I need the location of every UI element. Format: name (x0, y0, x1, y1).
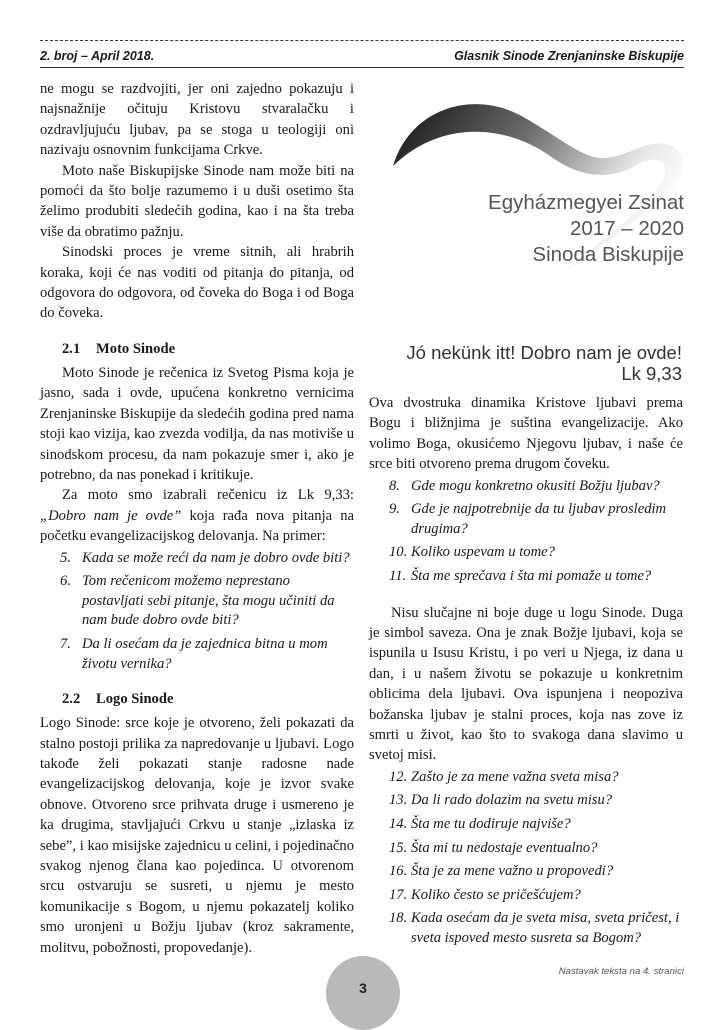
question-number: 18. (389, 910, 408, 927)
question-number: 17. (389, 886, 408, 903)
paragraph: Ova dvostruka dinamika Kristove ljubavi prema Bogu i bližnjima je suština evangelizacije. Ako volimo Boga, okusićemo Njegovu ljubav, i naše će srce biti otvoreno prema drugom čoveku. (369, 395, 683, 473)
question-text: Šta me tu dodiruje najviše? (411, 816, 571, 833)
section-number: 2.2 (62, 691, 81, 708)
question-item (369, 909, 683, 948)
left-column (40, 79, 354, 958)
paragraph: ne mogu se razdvojiti, jer oni zajedno pokazuju i najsnažnije očituju Kristovu stvaralačku i ozdravljujuću ljubav, pa se stoga u teologiji oni nazivaju osnovnim funkcijama Crkve. (40, 81, 354, 159)
question-number: 11. (389, 568, 407, 584)
question-list (369, 477, 683, 587)
question-text: Šta je za mene važno u propovedi? (411, 863, 614, 880)
question-number: 12. (389, 768, 408, 785)
logo-line: Sinoda Biskupije (532, 243, 684, 266)
paragraph: Moto Sinode je rečenica iz Svetog Pisma koja je jasno, sada i ovde, upućena konkretno vernicima Zrenjaninske Biskupije da sledećih godina pred nama stoji kao vizija, kao zvezda vodilja, da nas motiviše u sinodskom procesu, da nam pokazuje smer i, ako je potrebno, da nas ponekad i kritikuje. (40, 364, 354, 483)
logo-line: 2017 – 2020 (569, 217, 684, 240)
question-item (369, 886, 683, 906)
question-text: Šta mi tu nedostaje eventualno? (411, 839, 598, 856)
right-column (369, 393, 683, 953)
question-text: Koliko često se pričešćujem? (411, 886, 581, 903)
question-item (369, 500, 683, 539)
paragraph (40, 485, 354, 546)
question-item (369, 862, 683, 882)
question-number: 7. (60, 635, 71, 652)
section-title: Logo Sinode (96, 691, 174, 708)
question-item (40, 635, 354, 674)
question-text: Koliko uspevam u tome? (411, 544, 555, 561)
question-item (369, 815, 683, 835)
continuation-note: Nastavak teksta na 4. stranici (558, 966, 684, 977)
logo-caption (488, 190, 684, 268)
question-item (369, 543, 683, 563)
question-number: 9. (389, 501, 400, 518)
section-title: Moto Sinode (96, 340, 176, 357)
question-text: Gde mogu konkretno okusiti Božju ljubav? (411, 477, 660, 494)
question-item (369, 477, 683, 497)
question-list (40, 549, 354, 675)
header-rule (40, 67, 684, 68)
motto-reference: Lk 9,33 (621, 363, 682, 384)
motto-quote: „Dobro nam je ovde” (40, 507, 182, 524)
question-text: Da li osećam da je zajednica bitna u mom životu vernika? (82, 635, 328, 672)
synod-motto (406, 342, 682, 384)
question-item (40, 549, 354, 569)
section-heading-logo (40, 689, 354, 709)
question-item (369, 768, 683, 788)
question-number: 16. (389, 863, 408, 880)
logo-line: Egyházmegyei Zsinat (488, 191, 684, 214)
section-number: 2.1 (62, 340, 81, 357)
question-number: 6. (60, 573, 71, 590)
question-text: Tom rečenicom možemo neprestano postavljati sebi pitanje, šta mogu učiniti da nam bude dobro ovde biti? (82, 573, 335, 629)
question-number: 8. (389, 477, 400, 494)
question-number: 10. (389, 544, 408, 561)
paragraph: Logo Sinode: srce koje je otvoreno, želi pokazati da stalno postoji prilika za napredovanje u ljubavi. Logo takođe želi pokazati stanje radosne nade evangelizacijskog delovanja, koje je izvor svake obnove. Otvoreno srce prihvata druge i usmereno je ka drugima, stavljajući Crkvu u stanje „izlaska iz sebe”, i kao misijske zajednicu u celini, i pojedinačno svakog njenog člana kao pojedinca. U otvorenom srcu ostvaruju se susreti, u njemu je mesto komunikacije s Bogom, u njemu pokazatelj koliko smo uronjeni u Božju ljubav (kroz sakramente, molitvu, pobožnosti, propovedanje). (40, 715, 354, 956)
question-text: Zašto je za mene važna sveta misa? (411, 768, 619, 785)
question-text: Gde je najpotrebnije da tu ljubav prosledim drugima? (411, 501, 667, 537)
question-text: Šta me sprečava i šta mi pomaže u tome? (411, 568, 652, 584)
question-list (369, 768, 683, 949)
paragraph: Sinodski proces je vreme sitnih, ali hrabrih koraka, koji će nas voditi od pitanja do pitanja, od odgovora do odgovora, od čoveka do Boga i od Boga do čoveka. (40, 244, 354, 322)
question-item (40, 572, 354, 631)
issue-label: 2. broj – April 2018. (40, 49, 155, 63)
question-text: Da li rado dolazim na svetu misu? (411, 792, 613, 809)
paragraph-text: Za moto smo izabrali rečenicu iz Lk 9,33: (62, 487, 354, 504)
motto-text: Jó nekünk itt! Dobro nam je ovde! (406, 342, 682, 363)
question-item (369, 567, 683, 587)
question-number: 5. (60, 549, 71, 566)
question-text: Kada osećam da je sveta misa, sveta pričest, i sveta ispoved mesto susreta sa Bogom? (411, 910, 680, 946)
question-number: 13. (389, 792, 408, 809)
page-number: 3 (359, 980, 367, 996)
question-item (369, 791, 683, 811)
question-item (369, 839, 683, 859)
section-heading-moto (40, 339, 354, 359)
paragraph: Nisu slučajne ni boje duge u logu Sinode. Duga je simbol saveza. Ona je znak Božje ljubavi, koja se ispunila u Isusu Kristu, i po veri u Njega, iz dana u dan, i u našem životu se pokazuje u konkretnim oblicima dela ljubavi. Ova ispunjena i neopoziva božanska ljubav je stalni proces, koja nas zove iz smrti u život, kao što to svakoga dana slavimo u svetoj misi. (369, 604, 683, 764)
question-number: 14. (389, 816, 408, 833)
paragraph: Moto naše Biskupijske Sinode nam može biti na pomoći da što bolje razumemo i u duši osetimo šta želimo produbiti sledećih godina, kao i na šta treba više da obratimo pažnju. (40, 162, 354, 240)
question-number: 15. (389, 839, 408, 856)
paragraph-text: koja rađa nova pitanja na početku evangelizacijskog delovanja. Na primer: (40, 507, 354, 545)
publication-title: Glasnik Sinode Zrenjaninske Biskupije (454, 49, 684, 63)
question-text: Kada se može reći da nam je dobro ovde biti? (82, 549, 350, 566)
top-dashed-rule (40, 40, 684, 41)
